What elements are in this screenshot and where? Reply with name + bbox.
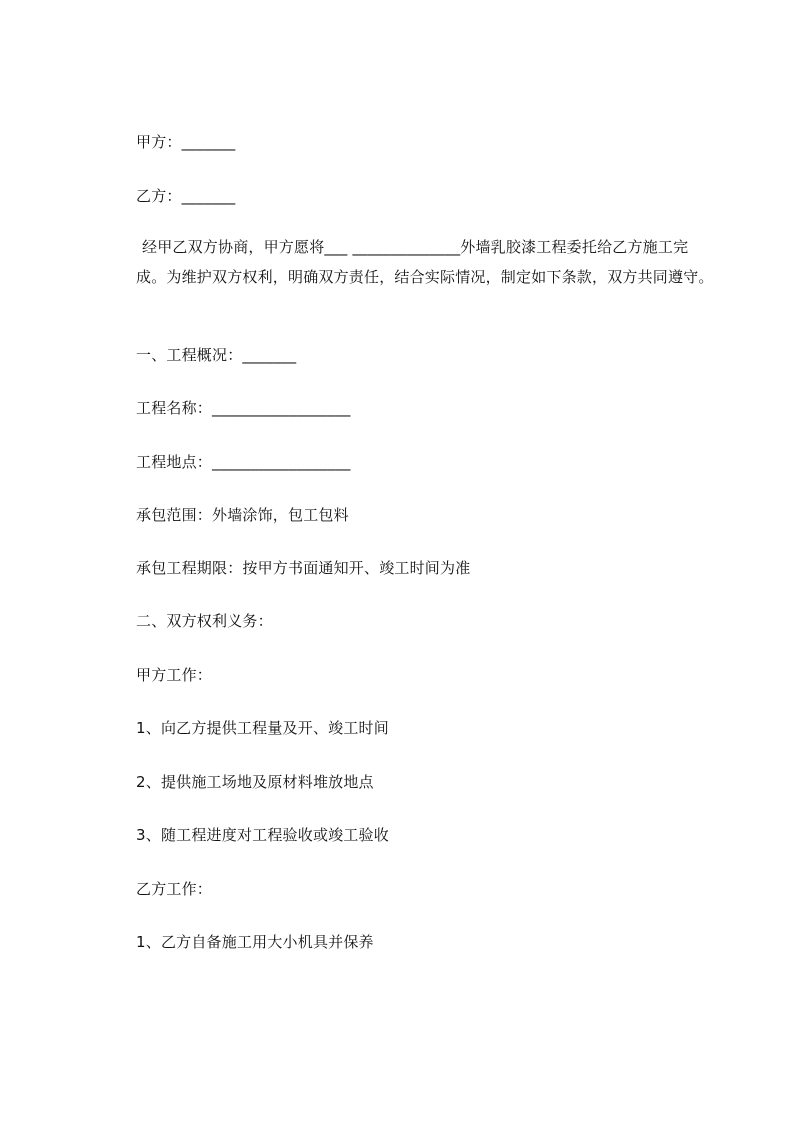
contract-period-line: 承包工程期限：按甲方书面通知开、竣工时间为准 <box>136 559 471 577</box>
section1-title: 一、工程概况：_______ <box>136 346 297 364</box>
contract-scope-line: 承包范围：外墙涂饰，包工包料 <box>136 506 349 524</box>
section2-title: 二、双方权利义务： <box>136 612 273 630</box>
project-name-line: 工程名称：__________________ <box>136 399 351 417</box>
party-b-line: 乙方：_______ <box>136 187 236 205</box>
party-b-duties-title: 乙方工作： <box>136 880 213 898</box>
party-b-duty-item: 1、乙方自备施工用大小机具并保养 <box>136 933 374 951</box>
intro-text-part1: 经甲乙双方协商，甲方愿将___ ______________外墙乳胶漆工程委托给乙方施工 <box>142 238 674 256</box>
party-a-duties-title: 甲方工作： <box>136 666 213 684</box>
party-a-duty-item: 1、向乙方提供工程量及开、竣工时间 <box>136 719 389 737</box>
intro-text-part2: 完成。为维护双方权利，明确双方责任，结合实际情况，制定如下条款，双方共同遵守。 <box>136 238 714 286</box>
intro-paragraph <box>136 232 716 292</box>
project-location-line: 工程地点：__________________ <box>136 453 351 471</box>
party-a-duty-item: 3、随工程进度对工程验收或竣工验收 <box>136 826 389 844</box>
party-a-line: 甲方：_______ <box>136 133 236 151</box>
party-a-duty-item: 2、提供施工场地及原材料堆放地点 <box>136 773 374 791</box>
